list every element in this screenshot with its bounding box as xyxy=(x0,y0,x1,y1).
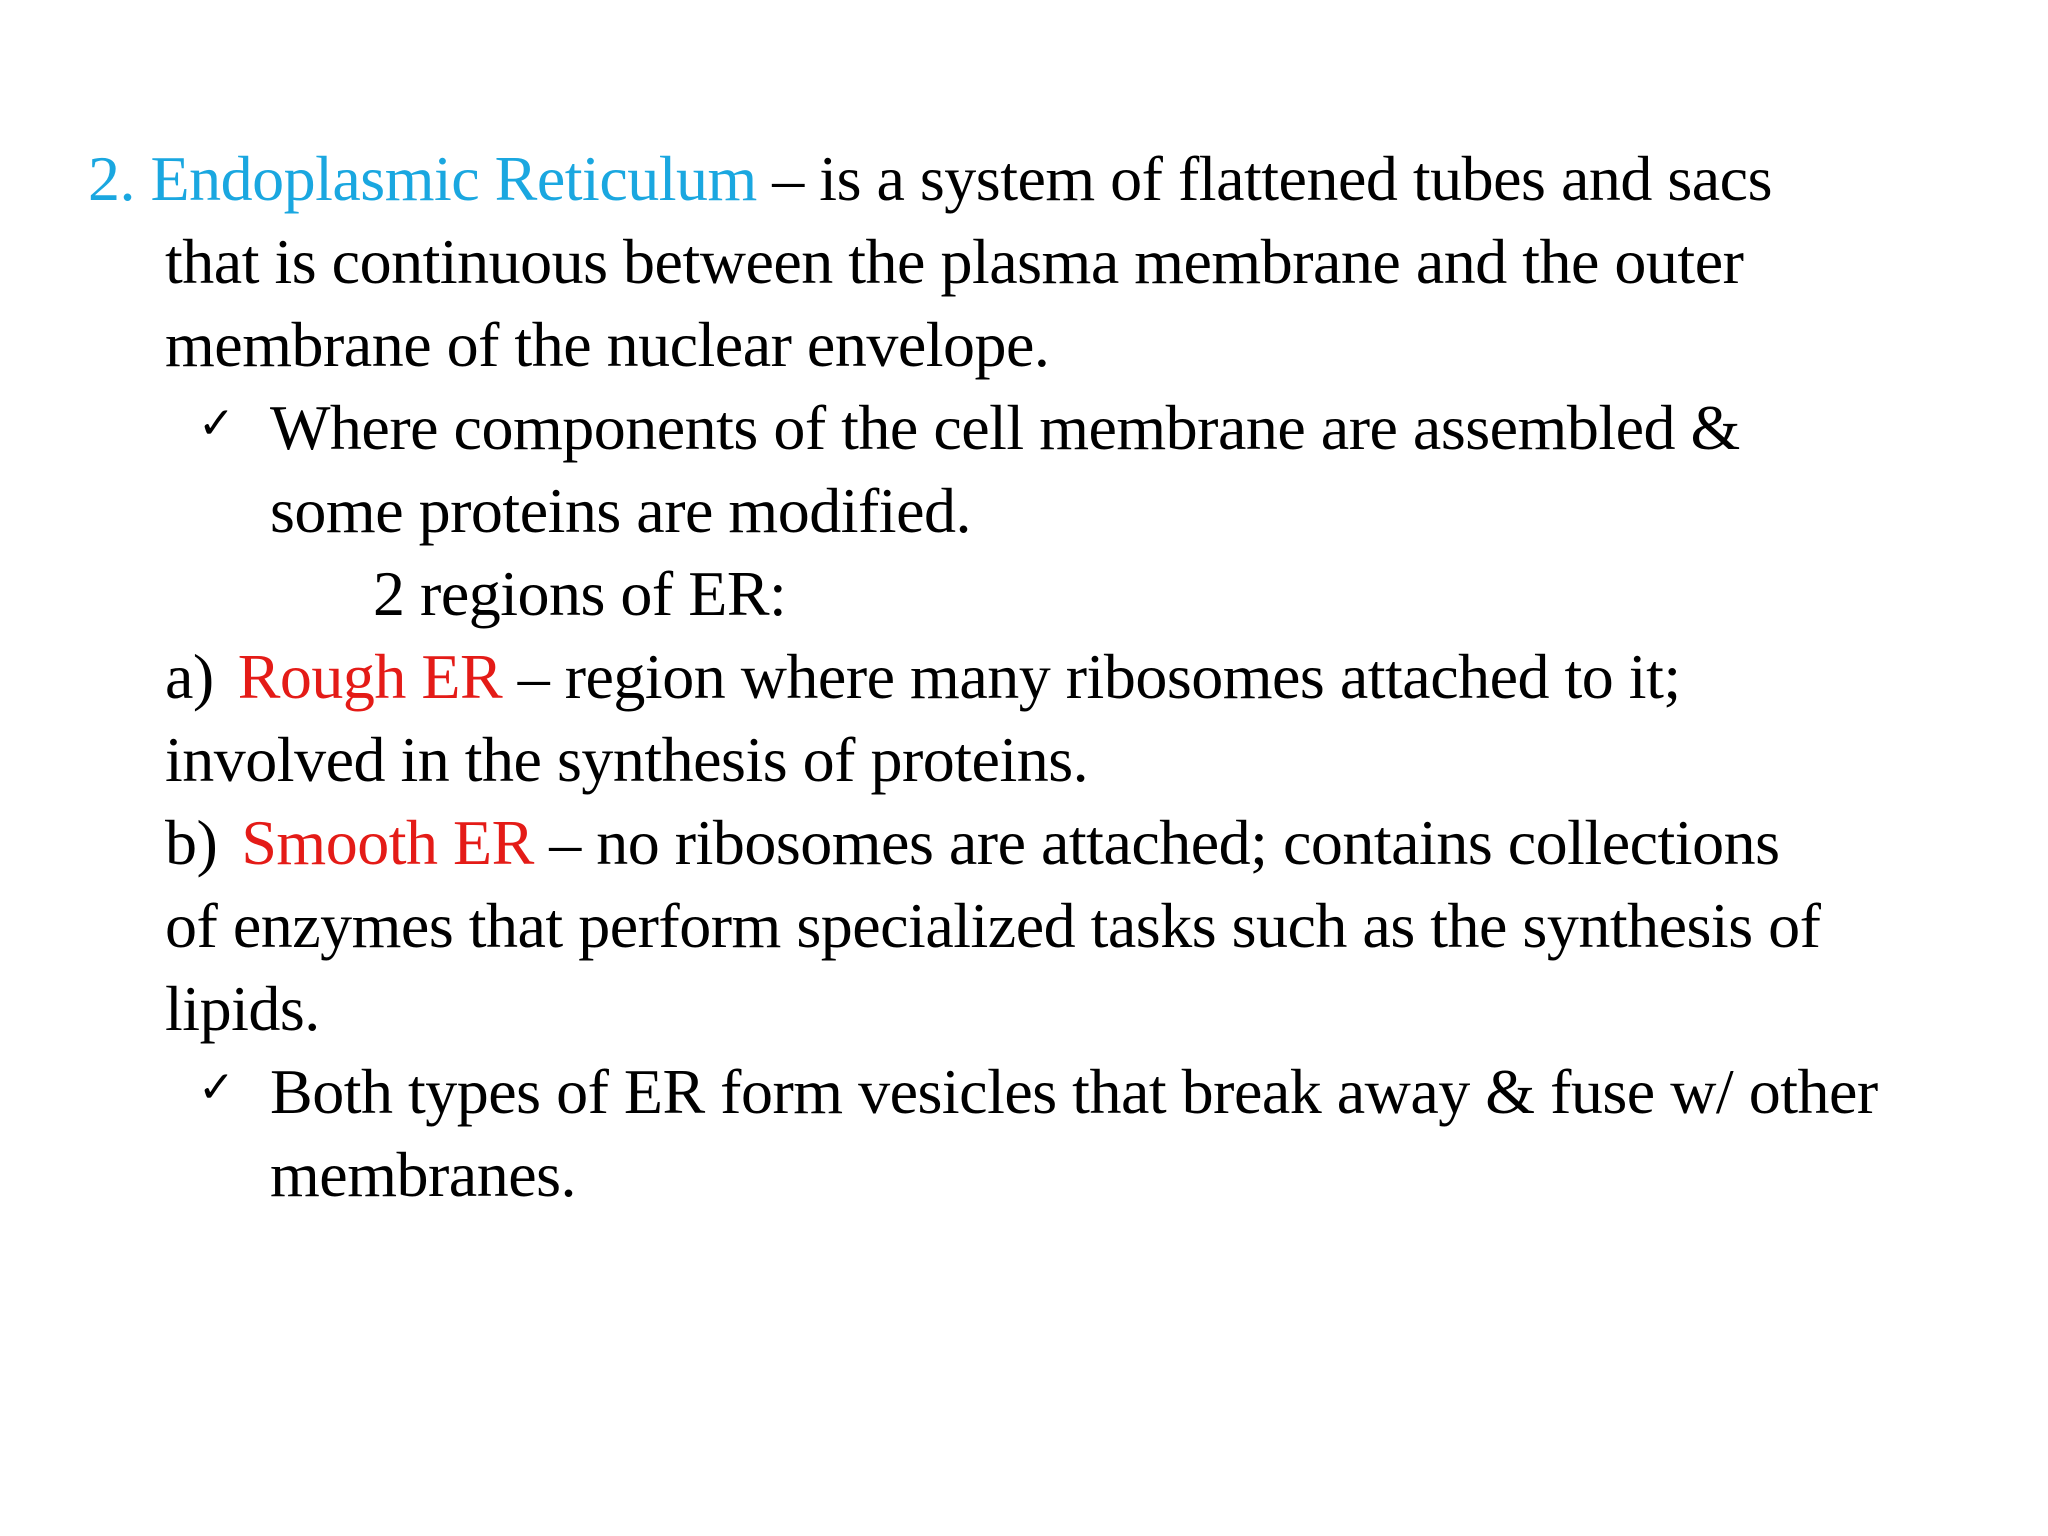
regions-heading: 2 regions of ER: xyxy=(373,558,787,629)
bullet-1-line-1: Where components of the cell membrane are assembled & xyxy=(270,392,1740,463)
check-icon: ✓ xyxy=(198,398,235,449)
rough-er-line-2: involved in the synthesis of proteins. xyxy=(165,724,1089,795)
smooth-er-term: Smooth ER xyxy=(241,807,534,878)
rough-er-definition: – region where many ribosomes attached to it; xyxy=(502,641,1681,712)
rough-er-marker: a) xyxy=(165,641,214,712)
bullet-2-line-2: membranes. xyxy=(270,1139,576,1210)
smooth-er-line-3: lipids. xyxy=(165,973,320,1044)
bullet-1-line-2: some proteins are modified. xyxy=(270,475,971,546)
bullet-2-line-1: Both types of ER form vesicles that break away & fuse w/ other xyxy=(270,1056,1878,1127)
intro-line-2: that is continuous between the plasma membrane and the outer xyxy=(165,226,1744,297)
section-term-endoplasmic-reticulum: 2. Endoplasmic Reticulum xyxy=(88,143,757,214)
check-icon: ✓ xyxy=(198,1062,235,1113)
smooth-er-marker: b) xyxy=(165,807,218,878)
smooth-er-line-2: of enzymes that perform specialized tasks such as the synthesis of xyxy=(165,890,1821,961)
intro-line-3: membrane of the nuclear envelope. xyxy=(165,309,1050,380)
smooth-er-definition: – no ribosomes are attached; contains collections xyxy=(533,807,1780,878)
intro-line-1 xyxy=(88,137,1772,220)
rough-er-line-1 xyxy=(165,635,1681,718)
intro-definition: – is a system of flattened tubes and sacs xyxy=(756,143,1772,214)
rough-er-term: Rough ER xyxy=(237,641,503,712)
smooth-er-line-1 xyxy=(165,801,1779,884)
